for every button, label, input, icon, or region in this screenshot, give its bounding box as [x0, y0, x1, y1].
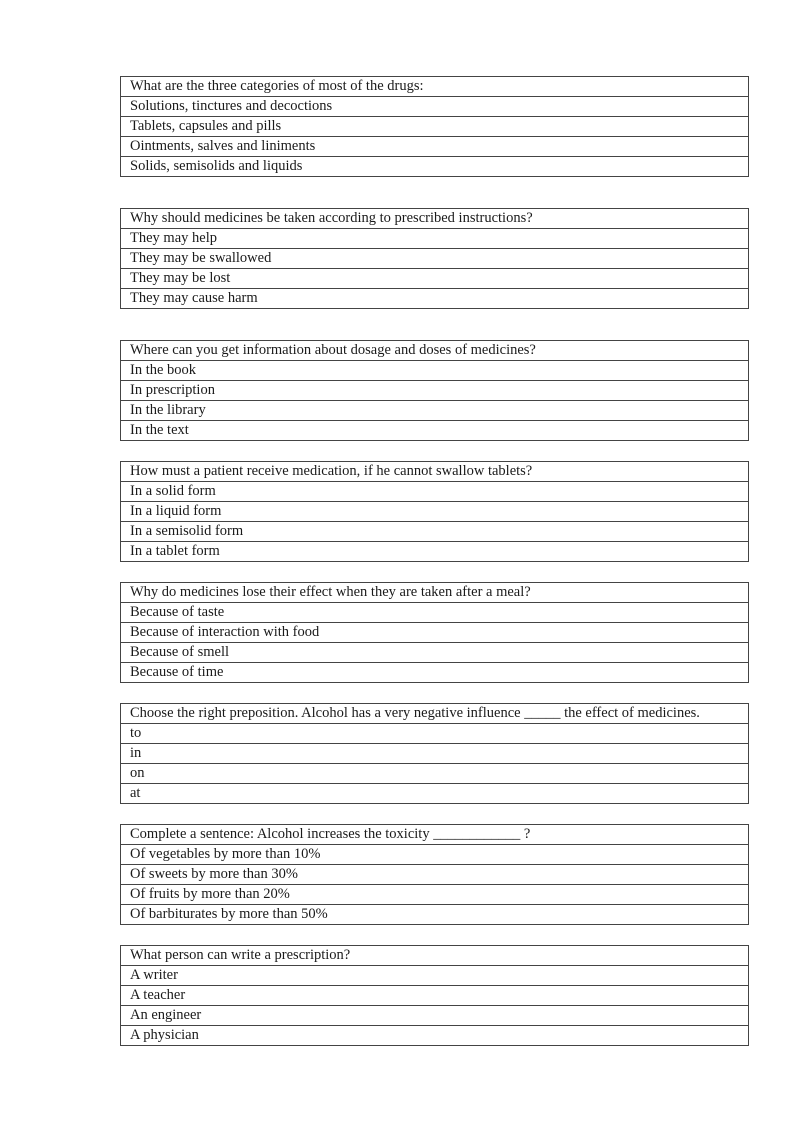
- option-row: [121, 744, 749, 764]
- option-text: Because of interaction with food: [121, 623, 749, 643]
- question-table-6: [120, 703, 749, 804]
- option-row: [121, 663, 749, 683]
- option-text: In a tablet form: [121, 542, 749, 562]
- option-text: They may be lost: [121, 269, 749, 289]
- option-text: Tablets, capsules and pills: [121, 117, 749, 137]
- option-row: [121, 542, 749, 562]
- option-row: [121, 764, 749, 784]
- option-row: [121, 966, 749, 986]
- option-text: They may cause harm: [121, 289, 749, 309]
- option-row: [121, 137, 749, 157]
- question-text: What person can write a prescription?: [121, 946, 749, 966]
- option-text: In a semisolid form: [121, 522, 749, 542]
- option-text: in: [121, 744, 749, 764]
- option-row: [121, 1026, 749, 1046]
- question-table-5: [120, 582, 749, 683]
- option-text: They may help: [121, 229, 749, 249]
- question-text: How must a patient receive medication, if he cannot swallow tablets?: [121, 462, 749, 482]
- option-text: on: [121, 764, 749, 784]
- worksheet: [120, 76, 749, 1046]
- option-row: [121, 117, 749, 137]
- question-text: Choose the right preposition. Alcohol has a very negative influence _____ the effect of medicines.: [121, 704, 749, 724]
- option-row: [121, 905, 749, 925]
- option-text: Ointments, salves and liniments: [121, 137, 749, 157]
- option-row: [121, 401, 749, 421]
- question-text: What are the three categories of most of the drugs:: [121, 77, 749, 97]
- option-text: Solutions, tinctures and decoctions: [121, 97, 749, 117]
- option-text: An engineer: [121, 1006, 749, 1026]
- option-row: [121, 269, 749, 289]
- question-text: Complete a sentence: Alcohol increases the toxicity ____________ ?: [121, 825, 749, 845]
- option-text: Of vegetables by more than 10%: [121, 845, 749, 865]
- option-text: In a liquid form: [121, 502, 749, 522]
- option-row: [121, 724, 749, 744]
- option-text: Because of taste: [121, 603, 749, 623]
- option-row: [121, 249, 749, 269]
- option-row: [121, 482, 749, 502]
- option-row: [121, 289, 749, 309]
- option-text: A writer: [121, 966, 749, 986]
- option-row: [121, 643, 749, 663]
- option-row: [121, 784, 749, 804]
- option-row: [121, 421, 749, 441]
- question-row: [121, 825, 749, 845]
- option-row: [121, 603, 749, 623]
- option-text: In a solid form: [121, 482, 749, 502]
- option-row: [121, 885, 749, 905]
- option-text: Because of time: [121, 663, 749, 683]
- option-text: In the book: [121, 361, 749, 381]
- option-row: [121, 157, 749, 177]
- option-text: A teacher: [121, 986, 749, 1006]
- option-row: [121, 361, 749, 381]
- question-table-2: [120, 208, 749, 309]
- option-text: at: [121, 784, 749, 804]
- question-row: [121, 209, 749, 229]
- question-table-3: [120, 340, 749, 441]
- question-row: [121, 341, 749, 361]
- question-text: Where can you get information about dosage and doses of medicines?: [121, 341, 749, 361]
- option-text: Of sweets by more than 30%: [121, 865, 749, 885]
- question-table-7: [120, 824, 749, 925]
- option-text: In the text: [121, 421, 749, 441]
- option-text: Because of smell: [121, 643, 749, 663]
- option-text: Solids, semisolids and liquids: [121, 157, 749, 177]
- option-text: Of barbiturates by more than 50%: [121, 905, 749, 925]
- option-text: to: [121, 724, 749, 744]
- question-row: [121, 946, 749, 966]
- option-row: [121, 1006, 749, 1026]
- option-text: They may be swallowed: [121, 249, 749, 269]
- question-table-1: [120, 76, 749, 177]
- option-row: [121, 623, 749, 643]
- option-row: [121, 865, 749, 885]
- option-row: [121, 522, 749, 542]
- option-row: [121, 502, 749, 522]
- question-text: Why should medicines be taken according to prescribed instructions?: [121, 209, 749, 229]
- option-row: [121, 229, 749, 249]
- option-row: [121, 97, 749, 117]
- option-row: [121, 845, 749, 865]
- question-table-8: [120, 945, 749, 1046]
- option-text: A physician: [121, 1026, 749, 1046]
- option-text: In prescription: [121, 381, 749, 401]
- question-row: [121, 583, 749, 603]
- option-text: In the library: [121, 401, 749, 421]
- question-table-4: [120, 461, 749, 562]
- question-row: [121, 462, 749, 482]
- option-text: Of fruits by more than 20%: [121, 885, 749, 905]
- question-row: [121, 704, 749, 724]
- option-row: [121, 381, 749, 401]
- question-row: [121, 77, 749, 97]
- option-row: [121, 986, 749, 1006]
- question-text: Why do medicines lose their effect when they are taken after a meal?: [121, 583, 749, 603]
